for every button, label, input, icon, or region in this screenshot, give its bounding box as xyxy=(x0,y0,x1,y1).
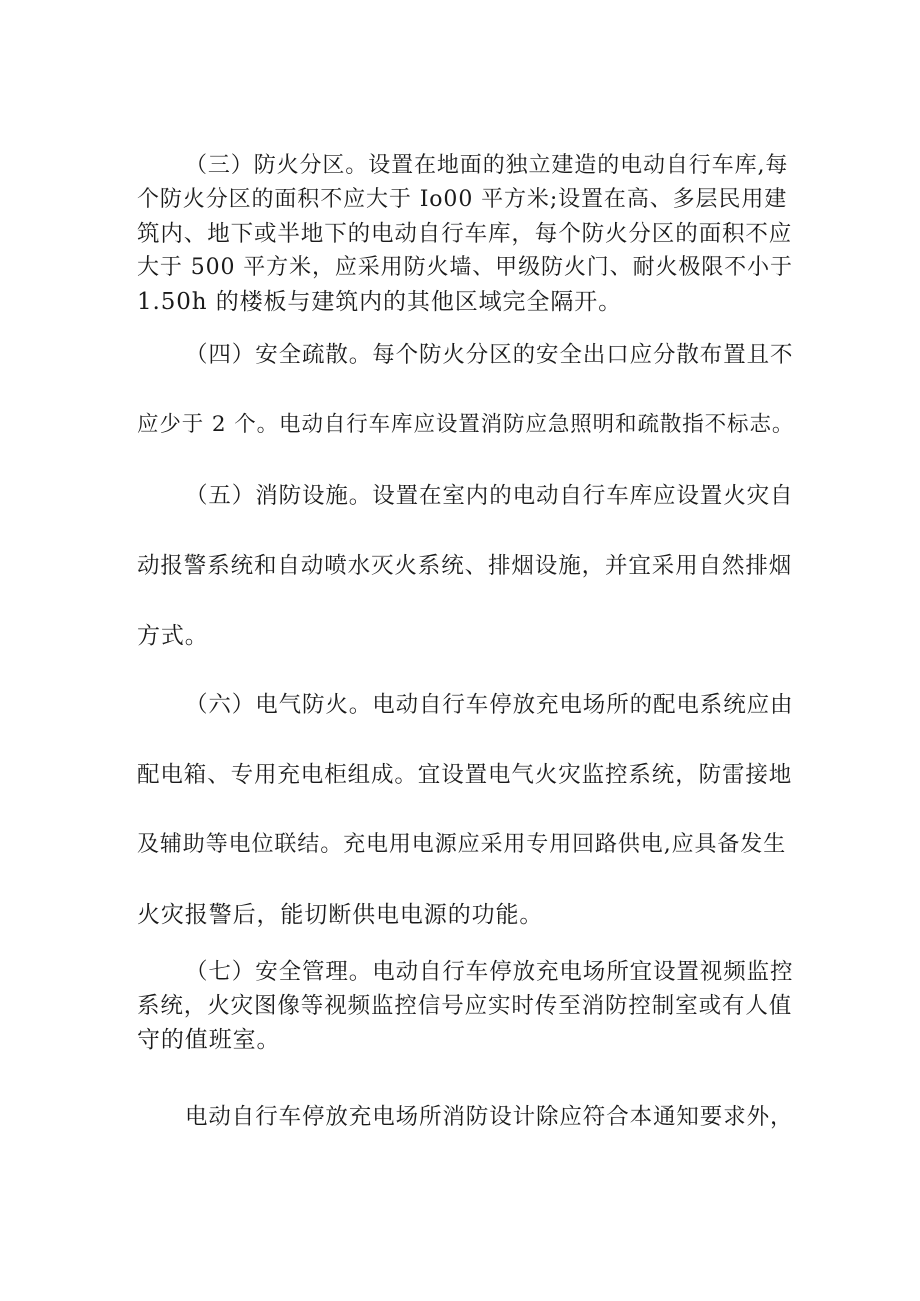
paragraph-safe-evacuation xyxy=(137,338,797,478)
text-line: 守的值班室。 xyxy=(137,1027,281,1053)
paragraph-closing xyxy=(137,1100,797,1134)
text-line: （五）消防设施。设置在室内的电动自行车库应设置火灾自 xyxy=(185,483,794,509)
text-line: 筑内、地下或半地下的电动自行车库，每个防火分区的面积不应 xyxy=(137,221,793,247)
text-line: （七）安全管理。电动自行车停放充电场所宜设置视频监控 xyxy=(185,959,794,985)
paragraph-electrical-fire-prevention xyxy=(137,688,797,968)
text-line: 火灾报警后，能切断供电电源的功能。 xyxy=(137,902,544,928)
text-line: 方式。 xyxy=(137,623,209,649)
text-line: 应少于 2 个。电动自行车库应设置消防应急照明和疏散指不标志。 xyxy=(137,412,795,437)
text-line: 大于 500 平方米，应采用防火墙、甲级防火门、耐火极限不小于 xyxy=(137,255,793,280)
text-line: 个防火分区的面积不应大于 Io00 平方米;设置在高、多层民用建 xyxy=(137,187,788,212)
text-line: 系统，火灾图像等视频监控信号应实时传至消防控制室或有人值 xyxy=(137,993,793,1019)
text-line: （三）防火分区。设置在地面的独立建造的电动自行车库,每 xyxy=(185,153,789,178)
text-line: 1.50h 的楼板与建筑内的其他区域完全隔开。 xyxy=(137,289,623,315)
text-line: 电动自行车停放充电场所消防设计除应符合本通知要求外， xyxy=(185,1104,794,1130)
text-line: （六）电气防火。电动自行车停放充电场所的配电系统应由 xyxy=(185,692,794,718)
text-line: （四）安全疏散。每个防火分区的安全出口应分散布置且不 xyxy=(185,342,794,368)
text-line: 及辅助等电位联结。充电用电源应采用专用回路供电,应具备发生 xyxy=(137,832,787,857)
paragraph-fire-facilities xyxy=(137,479,797,689)
paragraph-fire-compartment xyxy=(137,149,797,319)
text-line: 动报警系统和自动喷水灭火系统、排烟设施，并宜采用自然排烟 xyxy=(137,553,793,579)
paragraph-safety-management xyxy=(137,955,797,1057)
text-line: 配电箱、专用充电柜组成。宜设置电气火灾监控系统，防雷接地 xyxy=(137,762,793,788)
